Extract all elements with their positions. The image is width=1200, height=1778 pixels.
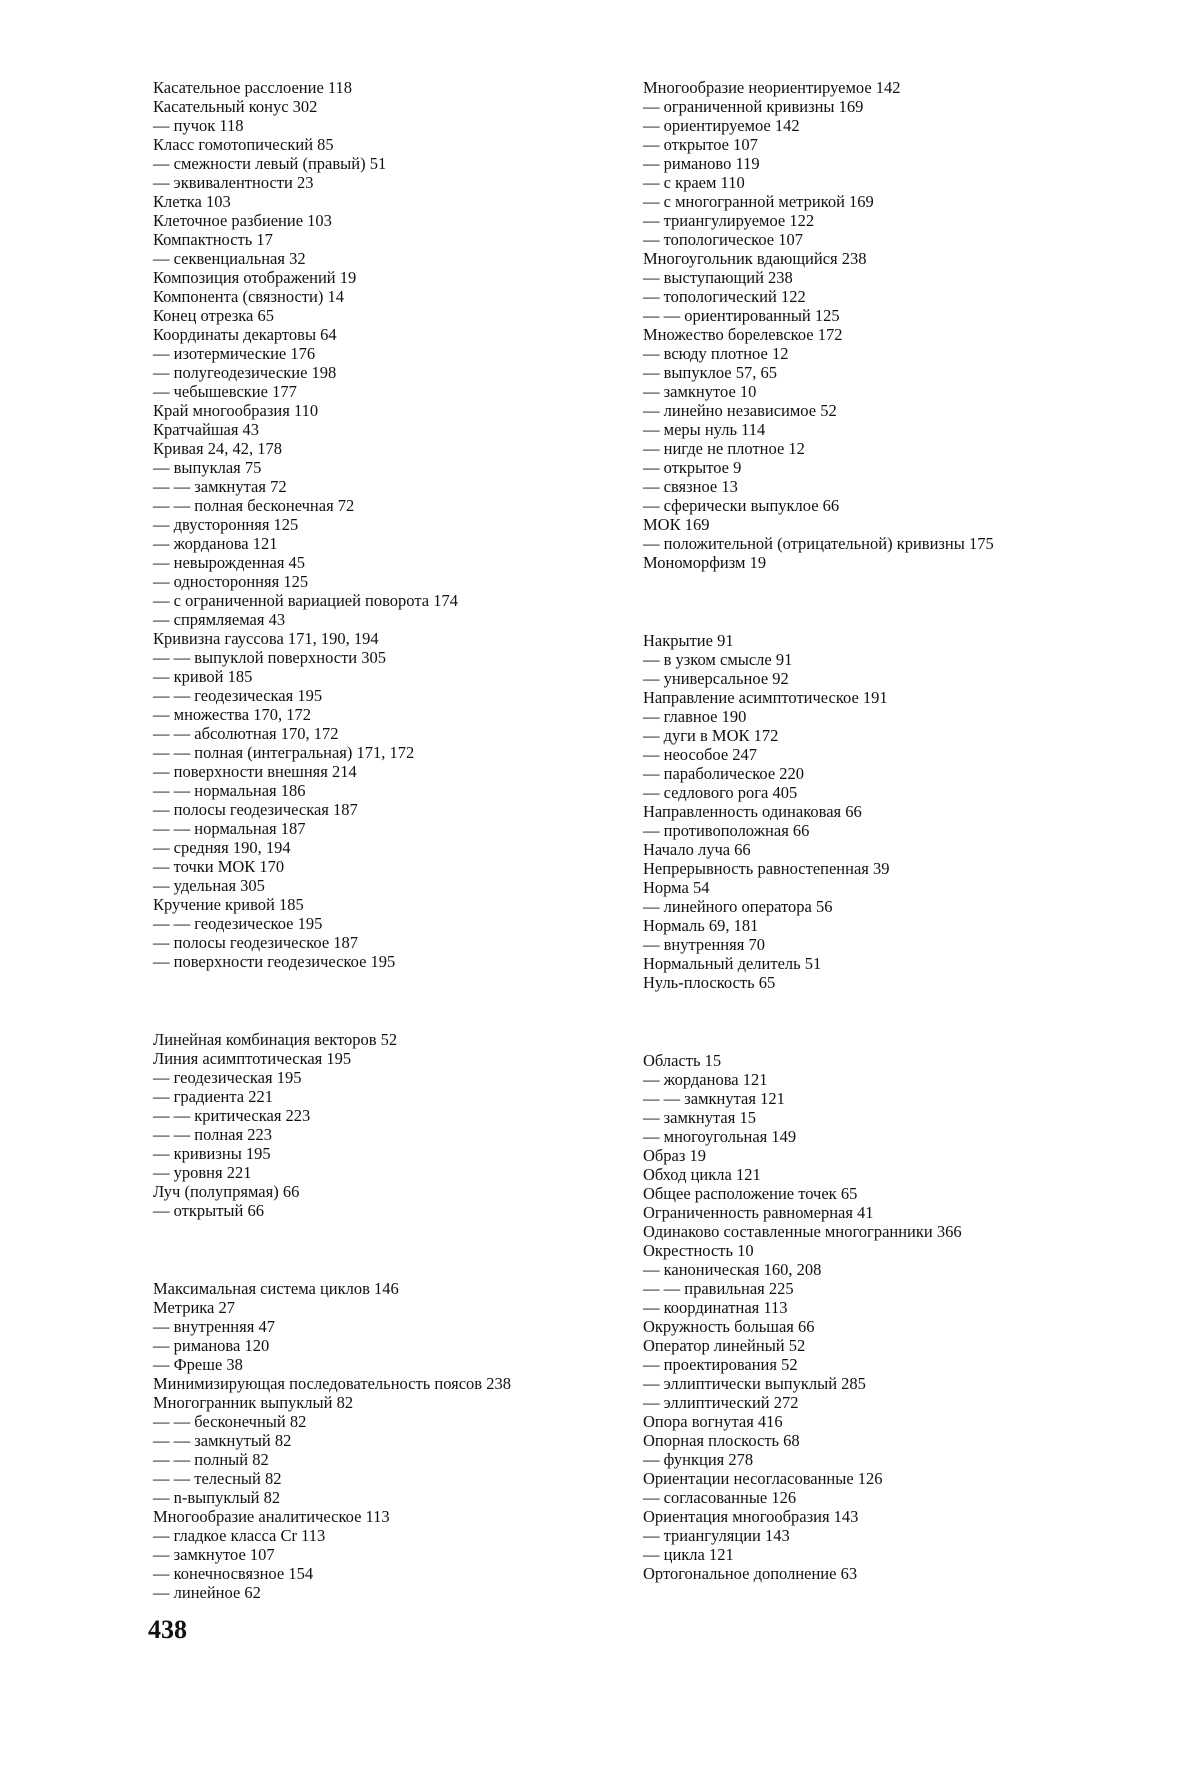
index-entry: — каноническая 160, 208 [643, 1260, 822, 1279]
index-entry: Нуль-плоскость 65 [643, 973, 776, 992]
index-entry: — градиента 221 [153, 1087, 273, 1106]
index-entry: — эллиптический 272 [643, 1393, 799, 1412]
index-entry: — — полная (интегральная) 171, 172 [153, 743, 415, 762]
index-entry: — топологический 122 [643, 287, 806, 306]
index-entry: — седлового рога 405 [643, 783, 798, 802]
index-entry: — нигде не плотное 12 [643, 439, 805, 458]
index-entry: — средняя 190, 194 [153, 838, 291, 857]
index-entry: Множество борелевское 172 [643, 325, 843, 344]
index-entry: — двусторонняя 125 [153, 515, 299, 534]
index-entry: — выпуклое 57, 65 [643, 363, 777, 382]
index-entry: — — бесконечный 82 [153, 1412, 307, 1431]
index-entry: — неособое 247 [643, 745, 758, 764]
index-entry: Минимизирующая последовательность поясов 238 [153, 1374, 511, 1393]
index-entry: — конечносвязное 154 [153, 1564, 314, 1583]
index-entry: — ориентируемое 142 [643, 116, 800, 135]
index-entry: Линия асимптотическая 195 [153, 1049, 352, 1068]
index-entry: Ориентации несогласованные 126 [643, 1469, 883, 1488]
index-entry: — параболическое 220 [643, 764, 805, 783]
index-entry: — изотермические 176 [153, 344, 316, 363]
index-entry: — секвенциальная 32 [153, 249, 306, 268]
index-entry: — кривой 185 [153, 667, 253, 686]
index-entry: — положительной (отрицательной) кривизны 175 [643, 534, 994, 553]
index-entry: Координаты декартовы 64 [153, 325, 337, 344]
index-entry: — — полный 82 [153, 1450, 269, 1469]
index-entry: Ортогональное дополнение 63 [643, 1564, 858, 1583]
index-entry: — линейное 62 [153, 1583, 261, 1602]
index-entry: Опорная плоскость 68 [643, 1431, 800, 1450]
index-entry: — невырожденная 45 [153, 553, 306, 572]
index-entry: Ориентация многообразия 143 [643, 1507, 859, 1526]
index-entry: Образ 19 [643, 1146, 707, 1165]
index-entry: Накрытие 91 [643, 631, 734, 650]
index-entry: — риманова 120 [153, 1336, 270, 1355]
index-entry: — уровня 221 [153, 1163, 252, 1182]
index-entry: — главное 190 [643, 707, 747, 726]
index-entry: — — геодезическое 195 [153, 914, 323, 933]
index-entry: — линейного оператора 56 [643, 897, 833, 916]
index-entry: Кручение кривой 185 [153, 895, 304, 914]
index-entry: Одинаково составленные многогранники 366 [643, 1222, 962, 1241]
index-entry: — кривизны 195 [153, 1144, 271, 1163]
index-entry: — точки МОК 170 [153, 857, 285, 876]
index-entry: Клеточное разбиение 103 [153, 211, 332, 230]
index-entry: — геодезическая 195 [153, 1068, 302, 1087]
index-entry: Направление асимптотическое 191 [643, 688, 888, 707]
section-gap [643, 572, 1088, 631]
index-entry: — цикла 121 [643, 1545, 734, 1564]
index-entry: — спрямляемая 43 [153, 610, 286, 629]
index-entry: — — замкнутая 72 [153, 477, 287, 496]
index-entry: Мономорфизм 19 [643, 553, 767, 572]
index-entry: Направленность одинаковая 66 [643, 802, 862, 821]
index-entry: Касательный конус 302 [153, 97, 318, 116]
index-entry: — — нормальная 187 [153, 819, 306, 838]
index-entry: — — замкнутая 121 [643, 1089, 785, 1108]
index-entry: — противоположная 66 [643, 821, 810, 840]
index-entry: — ограниченной кривизны 169 [643, 97, 864, 116]
index-entry: — — замкнутый 82 [153, 1431, 292, 1450]
index-entry: — всюду плотное 12 [643, 344, 789, 363]
index-entry: Кратчайшая 43 [153, 420, 260, 439]
index-entry: Многообразие неориентируемое 142 [643, 78, 901, 97]
index-entry: — поверхности внешняя 214 [153, 762, 357, 781]
index-entry: Кривая 24, 42, 178 [153, 439, 282, 458]
section-gap [153, 971, 608, 1030]
index-entry: Компактность 17 [153, 230, 273, 249]
index-entry: Оператор линейный 52 [643, 1336, 806, 1355]
index-entry: — гладкое класса Cr 113 [153, 1526, 326, 1545]
index-entry: — смежности левый (правый) 51 [153, 154, 387, 173]
index-column-right [643, 78, 1088, 1583]
index-entry: — эллиптически выпуклый 285 [643, 1374, 866, 1393]
index-entry: МОК 169 [643, 515, 710, 534]
index-entry: Линейная комбинация векторов 52 [153, 1030, 398, 1049]
index-entry: — — полная 223 [153, 1125, 272, 1144]
index-entry: — координатная 113 [643, 1298, 788, 1317]
index-entry: — риманово 119 [643, 154, 760, 173]
index-entry: — жорданова 121 [153, 534, 278, 553]
index-entry: Нормальный делитель 51 [643, 954, 822, 973]
index-entry: — с краем 110 [643, 173, 745, 192]
index-entry: Максимальная система циклов 146 [153, 1279, 399, 1298]
index-entry: — триангуляции 143 [643, 1526, 790, 1545]
index-entry: Окрестность 10 [643, 1241, 754, 1260]
index-entry: — универсальное 92 [643, 669, 789, 688]
index-entry: — триангулируемое 122 [643, 211, 815, 230]
index-entry: — поверхности геодезическое 195 [153, 952, 396, 971]
index-entry: — — выпуклой поверхности 305 [153, 648, 386, 667]
index-entry: Композиция отображений 19 [153, 268, 357, 287]
index-entry: — чебышевские 177 [153, 382, 297, 401]
index-entry: Норма 54 [643, 878, 710, 897]
index-entry: — внутренняя 70 [643, 935, 765, 954]
index-entry: Многоугольник вдающийся 238 [643, 249, 867, 268]
index-entry: Клетка 103 [153, 192, 231, 211]
index-entry: Конец отрезка 65 [153, 306, 274, 325]
index-entry: — жорданова 121 [643, 1070, 768, 1089]
index-entry: — — полная бесконечная 72 [153, 496, 355, 515]
index-entry: Область 15 [643, 1051, 722, 1070]
index-entry: Общее расположение точек 65 [643, 1184, 858, 1203]
index-entry: — дуги в МОК 172 [643, 726, 779, 745]
section-gap [153, 1220, 608, 1279]
index-entry: — множества 170, 172 [153, 705, 311, 724]
index-entry: Окружность большая 66 [643, 1317, 815, 1336]
index-entry: — выступающий 238 [643, 268, 793, 287]
index-entry: — внутренняя 47 [153, 1317, 275, 1336]
index-entry: — удельная 305 [153, 876, 265, 895]
index-entry: Нормаль 69, 181 [643, 916, 759, 935]
index-entry: Начало луча 66 [643, 840, 751, 859]
index-entry: — Фреше 38 [153, 1355, 243, 1374]
index-entry: — проектирования 52 [643, 1355, 798, 1374]
index-entry: — меры нуль 114 [643, 420, 766, 439]
index-entry: — связное 13 [643, 477, 738, 496]
index-entry: — с ограниченной вариацией поворота 174 [153, 591, 458, 610]
index-entry: — односторонняя 125 [153, 572, 309, 591]
index-entry: — сферически выпуклое 66 [643, 496, 840, 515]
index-entry: Метрика 27 [153, 1298, 235, 1317]
index-entry: Непрерывность равностепенная 39 [643, 859, 890, 878]
index-entry: Кривизна гауссова 171, 190, 194 [153, 629, 379, 648]
page-number: 438 [148, 1615, 187, 1644]
index-entry: — топологическое 107 [643, 230, 803, 249]
index-entry: — полосы геодезическая 187 [153, 800, 358, 819]
index-entry: — выпуклая 75 [153, 458, 262, 477]
index-entry: Многогранник выпуклый 82 [153, 1393, 354, 1412]
index-entry: Ограниченность равномерная 41 [643, 1203, 874, 1222]
index-entry: — — критическая 223 [153, 1106, 311, 1125]
index-entry: — многоугольная 149 [643, 1127, 797, 1146]
index-entry: — полугеодезические 198 [153, 363, 337, 382]
index-entry: Класс гомотопический 85 [153, 135, 334, 154]
index-entry: — линейно независимое 52 [643, 401, 837, 420]
index-entry: — — нормальная 186 [153, 781, 306, 800]
index-entry: — функция 278 [643, 1450, 754, 1469]
index-entry: Луч (полупрямая) 66 [153, 1182, 300, 1201]
index-entry: Край многообразия 110 [153, 401, 319, 420]
index-entry: — эквивалентности 23 [153, 173, 314, 192]
index-column-left [153, 78, 608, 1602]
index-entry: — замкнутая 15 [643, 1108, 756, 1127]
index-entry: — в узком смысле 91 [643, 650, 793, 669]
index-entry: Компонента (связности) 14 [153, 287, 344, 306]
index-entry: — замкнутое 10 [643, 382, 757, 401]
index-entry: Обход цикла 121 [643, 1165, 761, 1184]
index-entry: — — телесный 82 [153, 1469, 282, 1488]
index-entry: — — абсолютная 170, 172 [153, 724, 339, 743]
index-entry: — согласованные 126 [643, 1488, 797, 1507]
index-entry: — — правильная 225 [643, 1279, 794, 1298]
index-entry: — — ориентированный 125 [643, 306, 840, 325]
index-entry: — открытый 66 [153, 1201, 264, 1220]
index-entry: — n-выпуклый 82 [153, 1488, 281, 1507]
section-gap [643, 992, 1088, 1051]
index-entry: — полосы геодезическое 187 [153, 933, 359, 952]
index-entry: Касательное расслоение 118 [153, 78, 353, 97]
index-entry: — пучок 118 [153, 116, 244, 135]
index-entry: Многообразие аналитическое 113 [153, 1507, 390, 1526]
index-entry: Опора вогнутая 416 [643, 1412, 783, 1431]
index-entry: — с многогранной метрикой 169 [643, 192, 874, 211]
index-entry: — открытое 9 [643, 458, 742, 477]
index-entry: — открытое 107 [643, 135, 758, 154]
index-entry: — замкнутое 107 [153, 1545, 275, 1564]
index-entry: — — геодезическая 195 [153, 686, 323, 705]
